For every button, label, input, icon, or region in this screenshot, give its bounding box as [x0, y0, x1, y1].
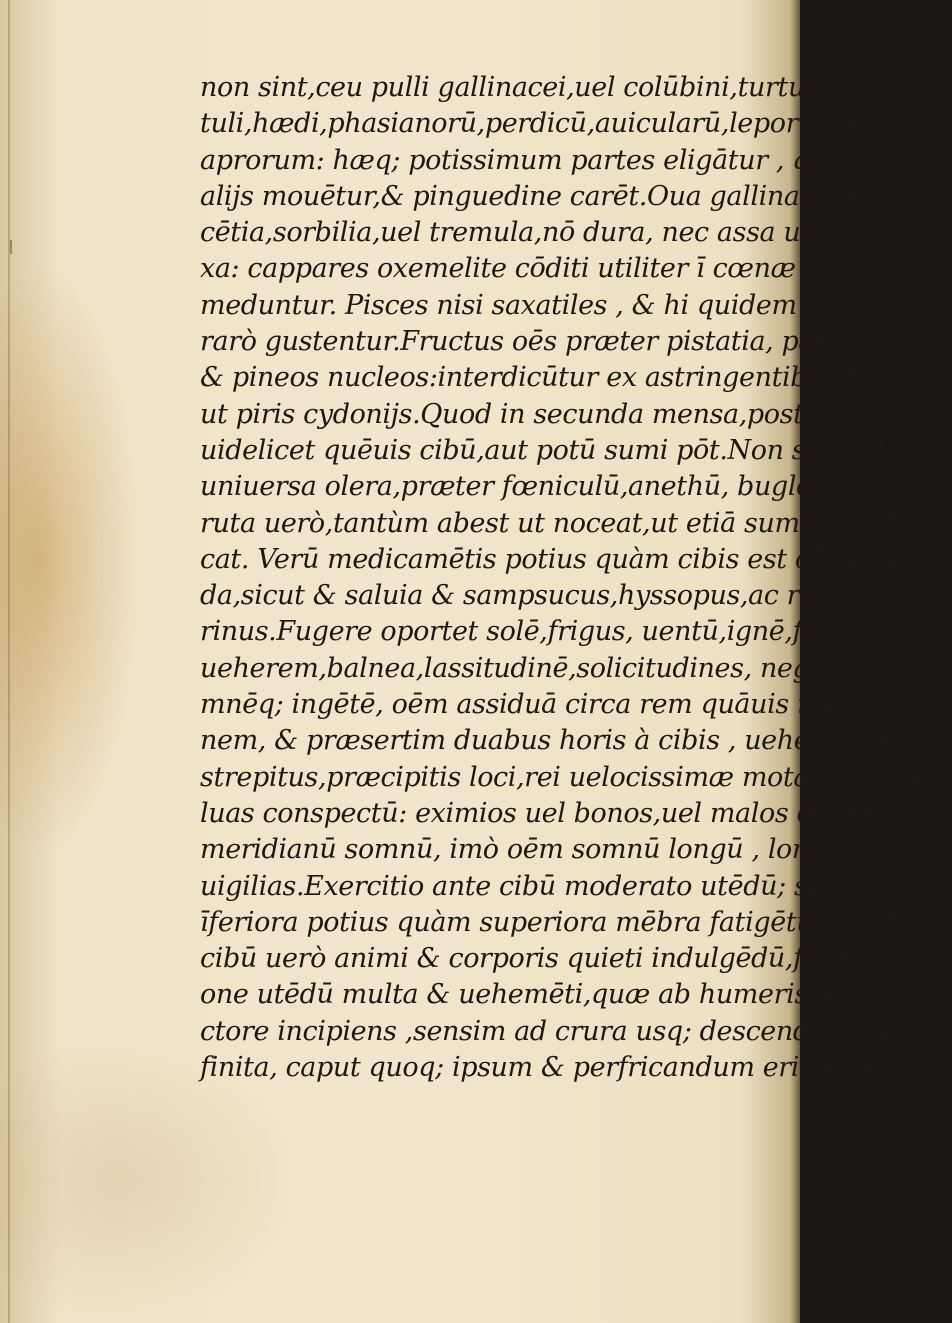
text-line: non sint,ceu pulli gallinacei,uel colūbini,turturis,uia: [200, 72, 889, 103]
text-line: cibū uerò animi & corporis quieti indulgēdū,fricti-: [200, 943, 866, 975]
text-line: cētia,sorbilia,uel tremula,nō dura, nec assa uel fri-: [200, 217, 872, 249]
margin-mark: [10, 240, 12, 254]
text-line: cat. Verū medicamētis potius quàm cibis est cōnumerā: [200, 543, 929, 575]
text-line: finita, caput quoq; ipsum & perfricandum erit,& pe: [200, 1052, 882, 1084]
text-block: [200, 70, 952, 1086]
text-line: rarò gustentur.Fructus oēs præter pistatia, passulas,: [200, 326, 904, 358]
text-line: uniuersa olera,præter fœniculū,anethū, buglossum.: [200, 471, 890, 503]
text-line: alijs mouētur,& pinguedine carēt.Oua gallinarū re-: [200, 180, 875, 212]
text-line: īferiora potius quàm superiora mēbra fatigētur. Post: [200, 906, 896, 938]
text-line: luas conspectū: eximios uel bonos,uel malos odores,: [200, 797, 895, 829]
text-line: nem, & præsertim duabus horis à cibis , uehementes: [200, 725, 907, 757]
text-line: xa: cappares oxemelite cōditi utiliter ī cœnæ initio co: [200, 253, 911, 285]
text-line: ut piris cydonijs.Quod in secunda mensa,post alium: [200, 398, 887, 430]
text-line: meduntur. Pisces nisi saxatiles , & hi quidem nō nisi: [200, 289, 893, 321]
text-line: meridianū somnū, imò oēm somnū longū , longásq;: [200, 834, 881, 866]
text-line: uidelicet quēuis cibū,aut potū sumi pōt.Non secus &: [200, 434, 898, 466]
text-line: rinus.Fugere oportet solē,frigus, uentū,ignē,fumū,: [200, 616, 870, 648]
text-line: aprorum: hæq; potissimum partes eligātur , quæ præ: [200, 144, 914, 176]
text-line: one utēdū multa & uehemēti,quæ ab humeris & pe-: [200, 979, 889, 1011]
text-line: ruta uerò,tantùm abest ut noceat,ut etiā summè cōdu: [200, 507, 914, 539]
text-line: strepitus,præcipitis loci,rei uelocissimæ motæ magnæq;: [200, 761, 952, 793]
text-line: ueherem,balnea,lassitudinē,solicitudines, negocia,o-: [200, 652, 897, 684]
text-line: mnēq; ingētē, oēm assiduā circa rem quāuis meditatio: [200, 689, 924, 721]
text-line: uigilias.Exercitio ante cibū moderato utēdū; sed quo: [200, 870, 898, 902]
text-line: ctore incipiens ,sensim ad crura usq; descendat. Qua: [200, 1015, 907, 1047]
text-line: & pineos nucleos:interdicūtur ex astringentibus tū,: [200, 362, 882, 394]
text-line: da,sicut & saluia & sampsucus,hyssopus,ac ros ma-: [200, 580, 887, 612]
text-line: tuli,hædi,phasianorū,perdicū,auicularū,leporum&: [200, 108, 864, 140]
